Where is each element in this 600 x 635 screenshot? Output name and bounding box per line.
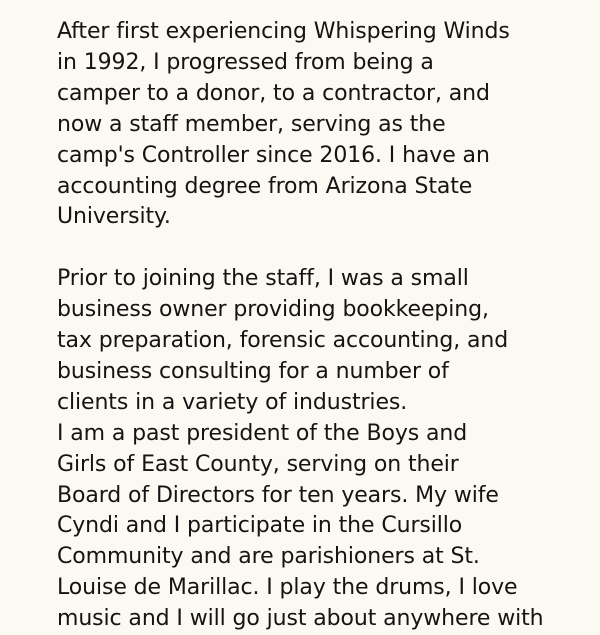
bio-line: business owner providing bookkeeping,	[57, 297, 489, 323]
bio-line: accounting degree from Arizona State	[57, 173, 473, 199]
bio-line: I am a past president of the Boys and	[57, 420, 468, 446]
bio-line: Prior to joining the staff, I was a small	[57, 266, 469, 292]
bio-line: music and I will go just about anywhere with	[57, 606, 544, 632]
bio-line: tax preparation, forensic accounting, and	[57, 328, 509, 354]
bio-text	[57, 17, 587, 635]
bio-line: Cyndi and I participate in the Cursillo	[57, 513, 463, 539]
bio-line: After first experiencing Whispering Winds	[57, 19, 510, 44]
bio-line: Board of Directors for ten years. My wife	[57, 482, 499, 508]
bio-line: camp's Controller since 2016. I have an	[57, 142, 490, 168]
bio-line: Louise de Marillac. I play the drums, I love	[57, 575, 518, 601]
paragraph-gap	[57, 233, 587, 264]
bio-line: University.	[57, 204, 171, 230]
bio-line: business consulting for a number of	[57, 358, 449, 384]
bio-line: Community and are parishioners at St.	[57, 544, 480, 570]
bio-line: in 1992, I progressed from being a	[57, 49, 434, 75]
bio-line: clients in a variety of industries.	[57, 389, 408, 415]
bio-line: Girls of East County, serving on their	[57, 451, 459, 477]
bio-line: camper to a donor, to a contractor, and	[57, 80, 490, 106]
bio-line: now a staff member, serving as the	[57, 111, 446, 137]
